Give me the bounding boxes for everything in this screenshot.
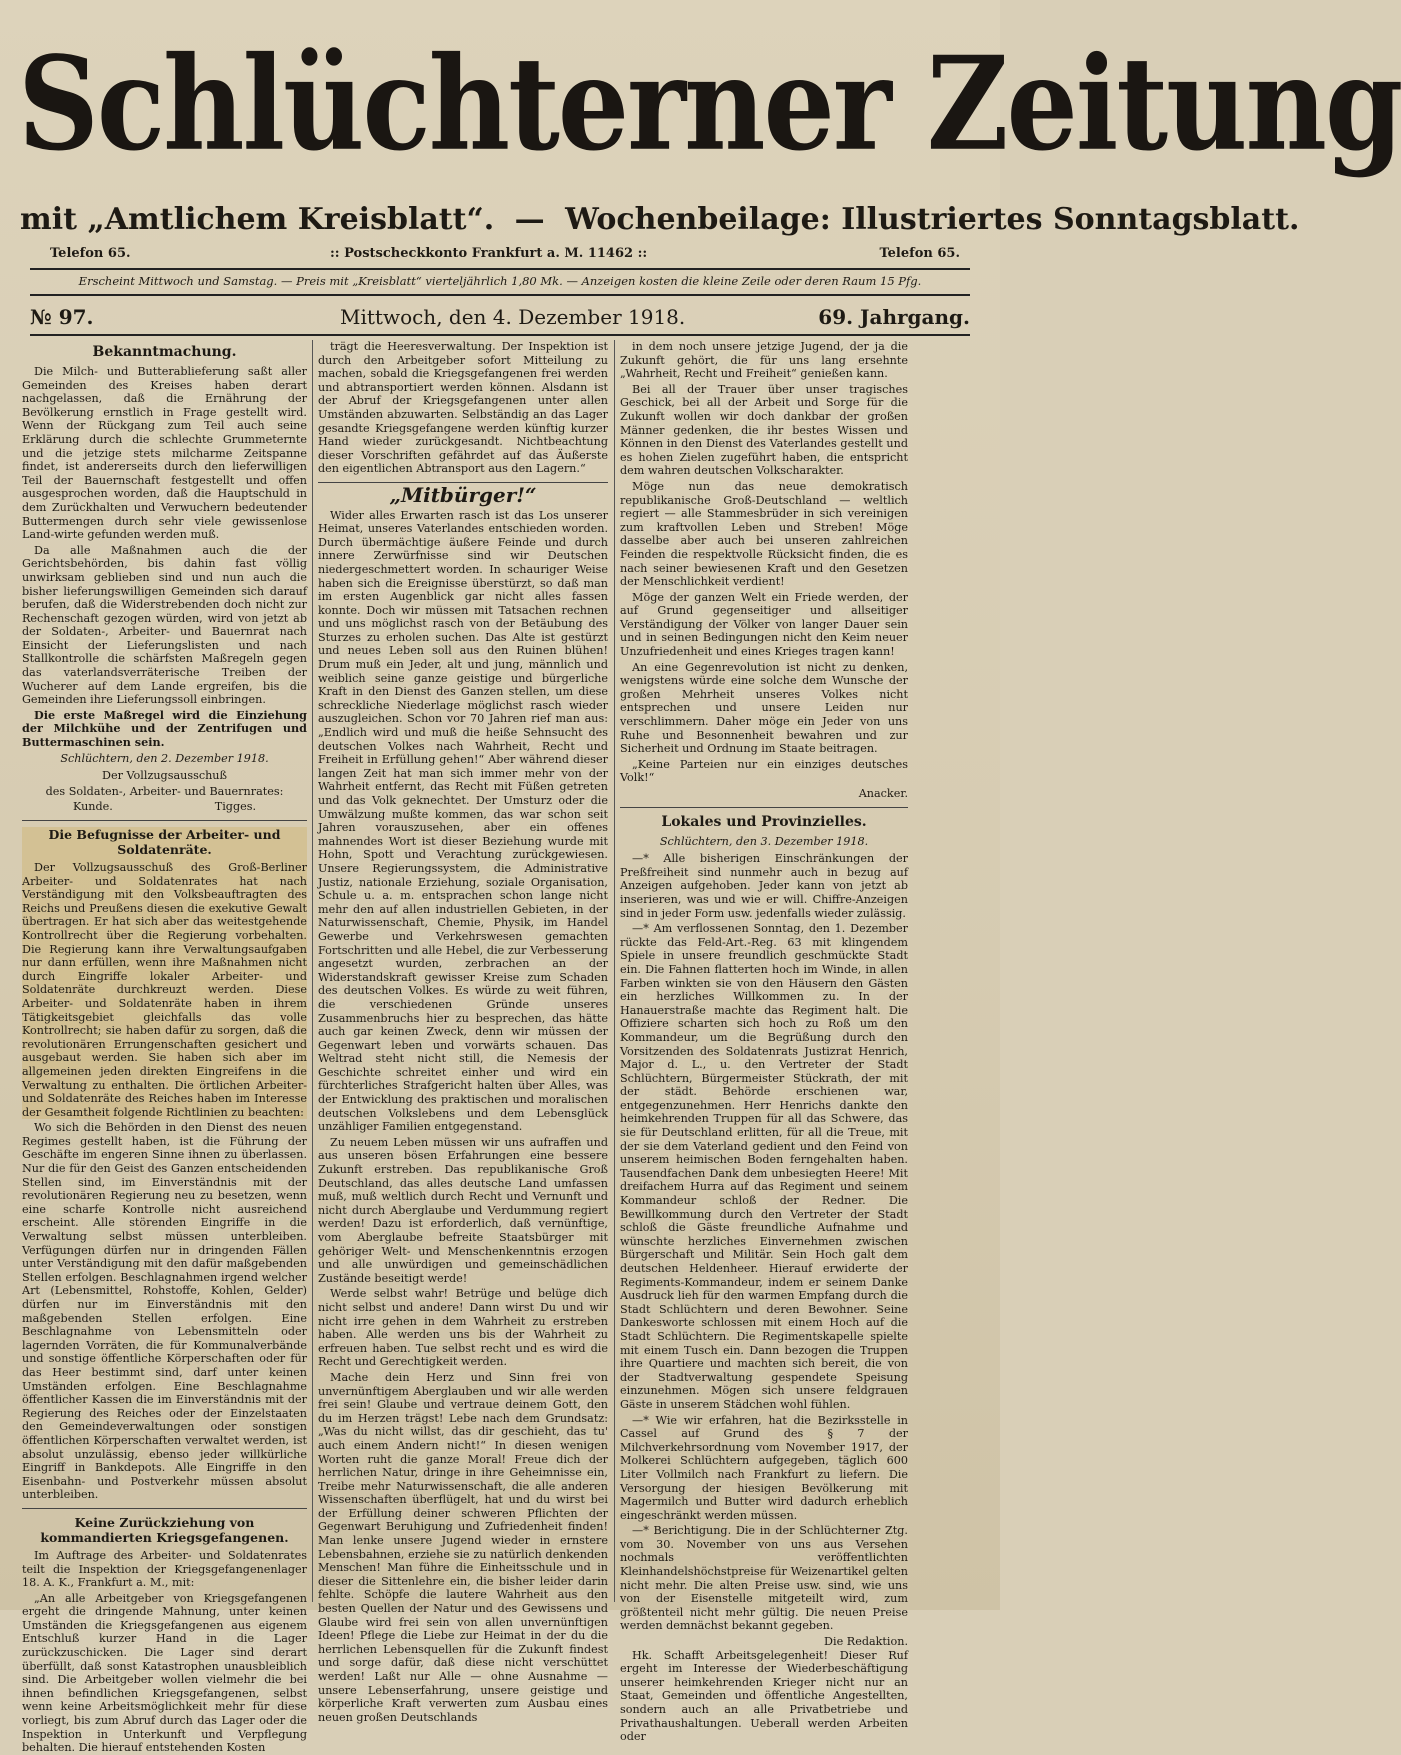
highlighted-article	[22, 827, 307, 1119]
paragraph: Zu neuem Leben müssen wir uns aufraffen und aus unseren bösen Erfahrungen eine bessere Zukunft erstreben. Das republikanische Groß Deutschland, das alles deutsche Land umfassen muß, muß weltlich durch Recht und Vernunft und nicht durch Aberglaube und Verdummung regiert werden! Dazu ist erforderlich, daß vernünftige, vom Aberglaube befreite Staatsbürger mit gehöriger Welt- und Menschenkenntnis erzogen und alle unwürdigen und gemeinschädlichen Zustände beseitigt werde!	[318, 1135, 608, 1285]
subtitle-right: Wochenbeilage: Illustriertes Sonntagsblatt.	[565, 202, 1300, 237]
paragraph: —* Wie wir erfahren, hat die Bezirksstelle in Cassel auf Grund des § 7 der Milchverkehrsordnung vom November 1917, der Molkerei Schlüchtern aufgegeben, täglich 600 Liter Vollmilch nach Frankfurt zu liefern. Die Versorgung der hiesigen Bevölkerung mit Magermilch und Butter wird dadurch erheblich eingeschränkt werden müssen.	[620, 1413, 908, 1522]
separator	[620, 807, 908, 808]
telephone-row	[30, 244, 970, 264]
section-title: Lokales und Provinzielles.	[661, 813, 867, 830]
issue-number: № 97.	[30, 305, 94, 329]
paragraph: Da alle Maßnahmen auch die der Gerichtsbehörden, bis dahin fast völlig unwirksam geblieben sind und nun auch die bisher lieferungswilligen Gemeinden sich darauf berufen, daß die Widerstrebenden doch nicht zur Rechenschaft gezogen würden, wird von jetzt ab der Soldaten-, Arbeiter- und Bauernrat nach Einsicht der Lieferungslisten und nach Stallkontrolle die schärfsten Maßregeln gegen das vaterlandsverräterische Treiben der Wucherer auf dem Lande ergreifen, bis die Gemeinden ihre Lieferungssoll einbringen.	[22, 543, 307, 707]
paragraph: Mache dein Herz und Sinn frei von unvernünftigem Aberglauben und wir alle werden frei sein! Glaube und vertraue deinem Gott, den du im Herzen trägst! Lebe nach dem Grundsatz: „Was du nicht willst, das dir geschieht, das tu' auch einem Andern nicht!“ In diesen wenigen Worten ruht die ganze Moral! Freue dich der herrlichen Natur, dringe in ihre Geheimnisse ein, Treibe mehr Naturwissenschaft, die alle anderen Wissenschaften überflügelt, hat und du wirst bei der Erfüllung deiner schweren Pflichten der Gegenwart Beruhigung und Zufriedenheit finden! Man lenke unsere Jugend wieder in ernstere Lebensbahnen, erziehe sie zu natürlich denkenden Menschen! Man führe die Einheitsschule und in dieser die Sittenlehre ein, die bisher leider darin fehlte. Schöpfe die lautere Wahrheit aus den besten Quellen der Natur und des Gewissens und Glaube wird frei sein von allen unvernünftigen Ideen! Pflege die Liebe zur Heimat in der du die herrlichen Lebensquellen für die Zukunft findest und sorge dafür, daß diese nicht verschüttet werden! Laßt nur Alle — ohne Ausnahme — unsere Lebenserfahrung, unsere geistige und körperliche Kraft verwerten zum Ausbau eines neuen großen Deutschlands	[318, 1370, 608, 1724]
paragraph: Möge nun das neue demokratisch republikanische Groß-Deutschland — weltlich regiert — alle Stammesbrüder in sich vereinigen zum kraftvollen Leben und Streben! Möge dasselbe aber auch bei unseren zahlreichen Feinden die respektvolle Rücksicht finden, die es nach seiner bewiesenen Kraft und den Gesetzen der Menschlichkeit verdient!	[620, 479, 908, 589]
paragraph: Möge der ganzen Welt ein Friede werden, der auf Grund gegenseitiger und allseitiger Verständigung der Völker von langer Dauer sein und in seinen Bedingungen nicht den Keim neuer Unzufriedenheit und eines Krieges tragen kann!	[620, 590, 908, 659]
column-2	[318, 340, 608, 1724]
separator	[22, 820, 307, 821]
newspaper-title: Schlüchterner Zeitung	[18, 29, 1401, 180]
paragraph: Die erste Maßregel wird die Einziehung der Milchkühe und der Zentrifugen und Buttermaschinen sein.	[22, 707, 307, 750]
publication-info: Erscheint Mittwoch und Samstag. — Preis mit „Kreisblatt“ vierteljährlich 1,80 Mk. — Anzeigen kosten die kleine Zeile oder deren Raum 15 Pfg.	[78, 274, 922, 288]
signature: Anacker.	[858, 787, 908, 800]
column-1	[22, 340, 307, 1755]
postscheck-info: :: Postscheckkonto Frankfurt a. M. 11462 ::	[330, 246, 648, 261]
signature-name: Tigges.	[214, 800, 257, 814]
paragraph: Bei all der Trauer über unser tragisches Geschick, bei all der Arbeit und Sorge für die Zukunft wollen wir doch dankbar der großen Männer gedenken, die ihr bestes Wissen und Können in den Dienst des Vaterlandes gestellt und es hohen Zielen zugeführt haben, die entspricht dem wahren deutschen Volkscharakter.	[620, 382, 908, 478]
subtitle-separator: —	[514, 202, 545, 237]
header-bottom-rule	[30, 334, 970, 336]
paragraph: Der Vollzugsausschuß des Groß-Berliner Arbeiter- und Soldatenrates hat nach Verständigung mit den Volksbeauftragten des Reichs und Preußens diesen die exekutive Gewalt übertragen. Er hat sich aber das weitestgehende Kontrollrecht über die Regierung vorbehalten. Die Regierung kann ihre Verwaltungsaufgaben nur dann erfüllen, wenn ihre Maßnahmen nicht durch Eingriffe lokaler Arbeiter- und Soldatenräte durchkreuzt werden. Diese Arbeiter- und Soldatenräte haben in ihrem Tätigkeitsgebiet gleichfalls das volle Kontrollrecht; sie haben dafür zu sorgen, daß die revolutionären Errungenschaften gesichert und ausgebaut werden. Sie haben sich aber im allgemeinen jeden direkten Eingreifens in die Verwaltung zu enthalten. Die örtlichen Arbeiter- und Soldatenräte des Reiches haben im Interesse der Gesamtheit folgende Richtlinien zu beachten:	[22, 861, 307, 1119]
paragraph: „An alle Arbeitgeber von Kriegsgefangenen ergeht die dringende Mahnung, unter keinen Umständen die Kriegsgefangenen aus eigenem Entschluß kurzer Hand in die Lager zurückzuschicken. Die Lager sind derart überfüllt, daß sonst Katastrophen unausbleiblich sind. Die Arbeitgeber wollen vielmehr die bei ihnen befindlichen Kriegsgefangenen, selbst wenn keine Arbeitsmöglichkeit mehr für diese vorliegt, bis zum Abruf durch das Lager oder die Inspektion in Unterkunft und Verpflegung behalten. Die hierauf entstehenden Kosten	[22, 1591, 307, 1755]
signature: Der Vollzugsausschuß	[102, 769, 227, 783]
paragraph: —* Berichtigung. Die in der Schlüchterner Ztg. vom 30. November von uns aus Versehen nochmals veröffentlichten Kleinhandelshöchstpreise für Weizenartikel gelten nicht mehr. Die alten Preise usw. sind, wie uns von der Eisenstelle mitgeteilt wird, zum größtenteil nicht mehr gültig. Die neuen Preise werden demnächst bekannt gegeben.	[620, 1524, 908, 1633]
issue-year: 69. Jahrgang.	[818, 305, 970, 329]
article-title: Bekanntmachung.	[92, 344, 237, 360]
paragraph: in dem noch unsere jetzige Jugend, der ja die Zukunft gehört, die für uns lang ersehnte „Wahrheit, Recht und Freiheit“ genießen kann.	[620, 340, 908, 381]
column-3	[620, 340, 908, 1744]
issue-date: Mittwoch, den 4. Dezember 1918.	[340, 305, 686, 329]
paragraph: An eine Gegenrevolution ist nicht zu denken, wenigstens würde eine solche dem Wunsche der großen Mehrheit unseres Volkes nicht entsprechen und unsere Leiden nur verschlimmern. Daher möge ein Jeder von uns Ruhe und Besonnenheit bewahren und zur Sicherheit und Ordnung im Staate beitragen.	[620, 660, 908, 756]
paragraph: —* Alle bisherigen Einschränkungen der Preßfreiheit sind nunmehr auch in bezug auf Anzeigen aufgehoben. Jeder kann von jetzt ab inserieren, was und wie er will. Chiffre-Anzeigen sind in jeder Form usw. jedenfalls wieder zulässig.	[620, 852, 908, 920]
mid-rule	[30, 294, 970, 296]
column-divider	[312, 340, 313, 1602]
dateline: Schlüchtern, den 2. Dezember 1918.	[60, 751, 269, 765]
article-title: Keine Zurückziehung von kommandierten Kriegsgefangenen.	[40, 1514, 289, 1545]
paragraph: trägt die Heeresverwaltung. Der Inspektion ist durch den Arbeitgeber sofort Mitteilung zu machen, sobald die Kriegsgefangenen frei werden und abtransportiert werden können. Alsdann ist der Abruf der Kriegsgefangenen unter allen Umständen abzuwarten. Selbständig an das Lager gesandte Kriegsgefangene werden künftig kurzer Hand wieder zurückgesandt. Nichtbeachtung dieser Vorschriften gefährdet auf das Äußerste den eigentlichen Abtransport aus den Lagern.“	[318, 340, 608, 476]
subtitle-row	[20, 200, 1300, 240]
article-title: Die Befugnisse der Arbeiter- und Soldatenräte.	[48, 827, 281, 857]
paragraph: Hk. Schafft Arbeitsgelegenheit! Dieser Ruf ergeht im Interesse der Wiederbeschäftigung unserer heimkehrenden Krieger nicht nur an Staat, Gemeinden und öffentliche Angestellten, sondern auch an alle Privatbetriebe und Privathaushaltungen. Ueberall werden Arbeiten oder	[620, 1648, 908, 1744]
paragraph: Wo sich die Behörden in den Dienst des neuen Regimes gestellt haben, ist die Führung der Geschäfte im engeren Sinne ihnen zu überlassen. Nur die für den Geist des Ganzen entscheidenden Stellen sind, im Einverständnis mit der revolutionären Regierung neu zu besetzen, wenn eine scharfe Kontrolle nicht ausreichend erscheint. Alle störenden Eingriffe in die Verwaltung selbst müssen unterbleiben. Verfügungen dürfen nur in dringenden Fällen unter Verständigung mit den dafür maßgebenden Stellen erfolgen. Beschlagnahmen irgend welcher Art (Lebensmittel, Rohstoffe, Kohlen, Gelder) dürfen nur im Einverständnis mit den maßgebenden Stellen erfolgen. Eine Beschlagnahme von Lebensmitteln oder lagernden Vorräten, die für Kommunalverbände und sonstige öffentliche Körperschaften oder für das Heer bestimmt sind, darf unter keinen Umständen erfolgen. Eine Beschlagnahme öffentlicher Kassen die im Einverständnis mit der Regierung des Reiches oder der Einzelstaaten den Gemeindeverwaltungen oder sonstigen öffentlichen Körperschaften verwaltet werden, ist absolut unzulässig, ebenso jeder willkürliche Eingriff in Bankdepots. Alle Eingriffe in den Eisenbahn- und Postverkehr müssen absolut unterbleiben.	[22, 1121, 307, 1502]
issue-row	[30, 302, 970, 332]
column-divider	[614, 340, 615, 1602]
editor-signature: Die Redaktion.	[824, 1635, 908, 1649]
paragraph: Die Milch- und Butterablieferung saßt aller Gemeinden des Kreises haben derart nachgelassen, daß die Ernährung der Bevölkerung ernstlich in Frage gestellt wird. Wenn der Rückgang zum Teil auch seine Erklärung durch die schlechte Grummeternte und die jetzige stets milcharme Zeitspanne findet, ist andererseits durch den lieferwilligen Teil der Bauernschaft festgestellt und offen ausgesprochen worden, daß die Hauptschuld in dem Zurückhalten und Verwuchern bedeutender Buttermengen durch sehr viele gewissenlose Land-wirte gefunden werden muß.	[22, 365, 307, 542]
top-rule	[30, 268, 970, 270]
paragraph: —* Am verflossenen Sonntag, den 1. Dezember rückte das Feld-Art.-Reg. 63 mit klingendem Spiele in unsere freundlich geschmückte Stadt ein. Die Fahnen flatterten hoch im Winde, in allen Farben winkten sie von den Häusern den Gästen ein herzliches Willkommen zu. In der Hanauerstraße machte das Regiment halt. Die Offiziere scharten sich hoch zu Roß um den Kommandeur, um die Begrüßung durch den Vorsitzenden des Soldatenrats Justizrat Henrich, Major d. L., u. den Vertreter der Stadt Schlüchtern, Bürgermeister Stückrath, der mit der städt. Behörde erschienen war, entgegenzunehmen. Herr Henrichs dankte den heimkehrenden Truppen für all das Schwere, das sie für Deutschland erlitten, für all die Treue, mit der sie dem Vaterland gedient und den Feind von unserem heimischen Boden ferngehalten haben. Tausendfachen Dank dem unbesiegten Heere! Mit dreifachem Hurra auf das Regiment und seinem Kommandeur schloß der Redner. Die Bewillkommung durch den Vertreter der Stadt schloß die Gäste freundliche Aufnahme und wünschte herzliches Einvernehmen zwischen Bürgerschaft und Militär. Sein Hoch galt dem deutschen Heldenheer. Hierauf erwiderte der Regiments-Kommandeur, indem er seinem Danke Ausdruck lieh für den warmen Empfang durch die Stadt Schlüchtern und deren Bewohner. Seine Dankesworte schlossen mit einem Hoch auf die Stadt Schlüchtern. Die Regimentskapelle spielte mit einem Tusch ein. Dann bezogen die Truppen ihre Quartiere und machten sich bereit, die von der Stadtverwaltung gespendete Speisung einzunehmen. Mögen sich unsere feldgrauen Gäste in unserem Städchen wohl fühlen.	[620, 922, 908, 1411]
article-title: „Mitbürger!“	[389, 482, 537, 507]
paragraph: „Keine Parteien nur ein einziges deutsches Volk!“	[620, 757, 908, 785]
signature: des Soldaten-, Arbeiter- und Bauernrates:	[45, 784, 284, 798]
signature-name: Kunde.	[72, 800, 113, 814]
signature-names	[22, 800, 307, 814]
telephone-right: Telefon 65.	[879, 246, 960, 261]
paragraph: Im Auftrage des Arbeiter- und Soldatenrates teilt die Inspektion der Kriegsgefangenenlager 18. A. K., Frankfurt a. M., mit:	[22, 1548, 307, 1590]
telephone-left: Telefon 65.	[50, 246, 131, 261]
dateline: Schlüchtern, den 3. Dezember 1918.	[659, 834, 869, 848]
subtitle-left: mit „Amtlichem Kreisblatt“.	[20, 202, 495, 237]
paragraph: Wider alles Erwarten rasch ist das Los unserer Heimat, unseres Vaterlandes entschieden worden. Durch übermächtige äußere Feinde und durch innere Zerwürfnisse sind wir Deutschen niedergeschmettert worden. In schauriger Weise haben sich die Ereignisse überstürzt, so daß man im ersten Augenblick gar nicht alles fassen konnte. Doch wir müssen mit Tatsachen rechnen und uns möglichst rasch von der Betäubung des Sturzes zu erholen suchen. Das Alte ist gestürzt und neues Leben soll aus den Ruinen blühen! Drum muß ein Jeder, alt und jung, männlich und weiblich seine ganze geistige und bürgerliche Kraft in den Dienst des Ganzen stellen, um diese schreckliche Niederlage möglichst rasch wieder auszugleichen. Schon vor 70 Jahren rief man aus: „Endlich wird und muß die heiße Sehnsucht des deutschen Volkes nach Wahrheit, Recht und Freiheit in Erfüllung gehen!“ Aber während dieser langen Zeit hat man sich immer mehr von der Wahrheit entfernt, das Recht mit Füßen getreten und das Volk geknechtet. Der Umsturz oder die Umwälzung mußte kommen, das war schon seit Jahren vorauszusehen, aber ein offenes mahnendes Wort ist dieser Beziehung wurde mit Hohn, Spott und Verachtung zurückgewiesen. Unsere Regierungssystem, die Administrative Justiz, nationale Erziehung, soziale Organisation, Schule u. a. m. entsprachen schon lange nicht mehr den auf allen industriellen Gebieten, in der Naturwissenschaft, Chemie, Physik, im Handel Gewerbe und Verkehrswesen gemachten Fortschritten und alle Hebel, die zur Verbesserung angesetzt wurden, zerbrachen an der Widerstandskraft gewisser Kreise zum Schaden des deutschen Volkes. Es würde zu weit führen, die verschiedenen Gründe unseres Zusammenbruchs hier zu besprechen, das hätte auch gar keinen Zweck, denn wir müssen der Gegenwart leben und vorwärts schauen. Das Weltrad steht nicht still, die Nemesis der Geschichte schreitet einher und wird ein fürchterliches Strafgericht halten über Alles, was der Entwicklung des praktischen und moralischen deutschen Volkslebens und dem Lebensglück unzähliger Familien entgegenstand.	[318, 508, 608, 1134]
paragraph: Werde selbst wahr! Betrüge und belüge dich nicht selbst und andere! Dann wirst Du und wir nicht irre gehen in dem Wahrheit zu erstreben haben. Alle werden uns bis der Wahrheit zu erfreuen haben. Tue selbst recht und es wird die Recht und Gerechtigkeit werden.	[318, 1287, 608, 1369]
separator	[22, 1508, 307, 1509]
